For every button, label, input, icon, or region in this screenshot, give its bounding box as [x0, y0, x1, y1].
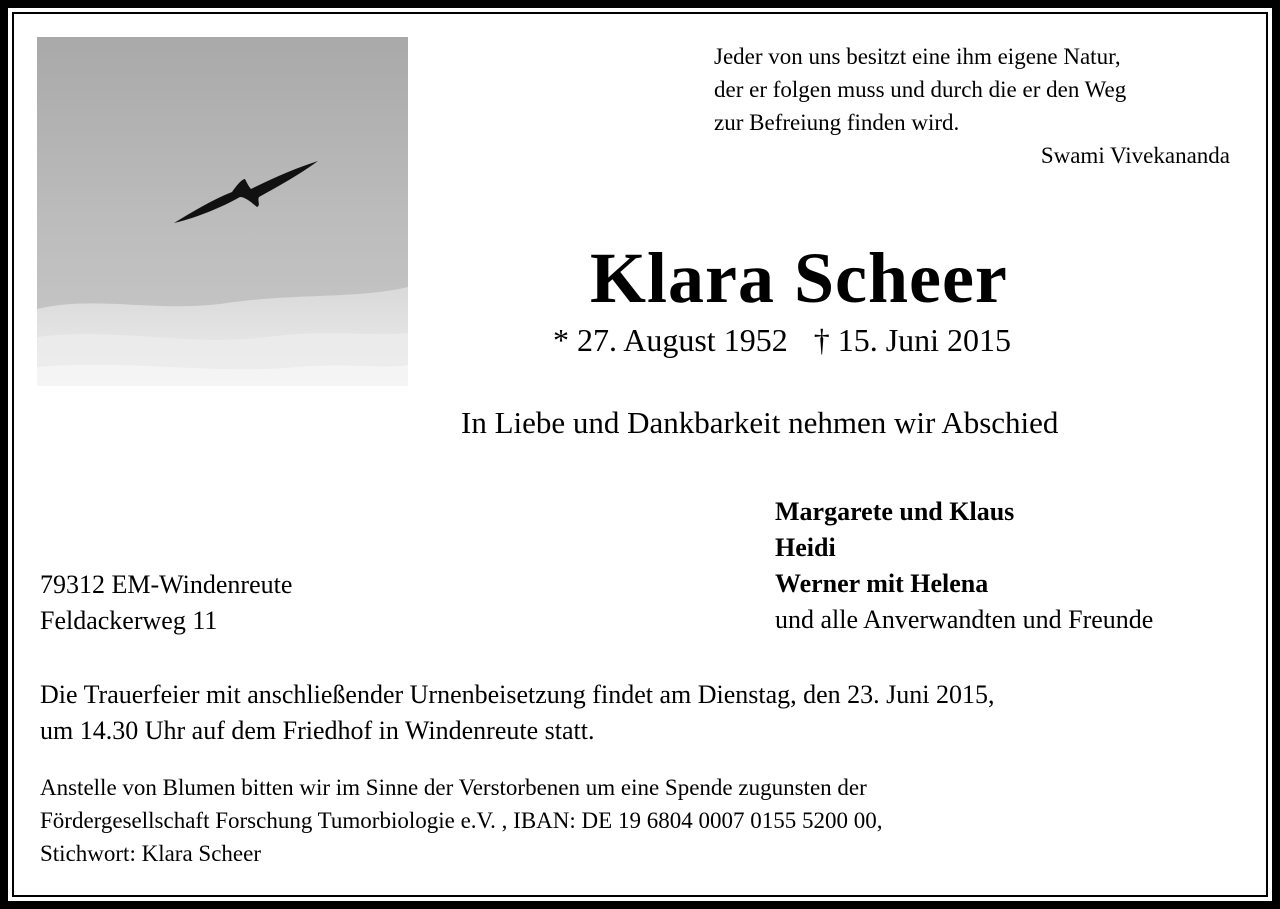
donation-line: Stichwort: Klara Scheer: [40, 841, 261, 866]
quote: [714, 40, 1234, 139]
farewell-text: In Liebe und Dankbarkeit nehmen wir Abschied: [461, 405, 1059, 440]
mourner-name: Margarete und Klaus: [775, 497, 1015, 526]
death-date: † 15. Juni 2015: [813, 322, 1012, 358]
life-dates: [553, 320, 1011, 360]
mourners-list: [775, 494, 1153, 638]
quote-line: Jeder von uns besitzt eine ihm eigene Natur,: [714, 44, 1121, 69]
address-city: 79312 EM-Windenreute: [40, 570, 293, 599]
mourners-others: und alle Anverwandten und Freunde: [775, 605, 1154, 634]
birth-date: * 27. August 1952: [553, 322, 788, 358]
donation-line: Fördergesellschaft Forschung Tumorbiologie e.V. , IBAN: DE 19 6804 0007 0155 5200 00,: [40, 808, 883, 833]
sky-bird-photo: [37, 37, 408, 386]
quote-author: Swami Vivekananda: [1040, 143, 1230, 168]
mourner-name: Werner mit Helena: [775, 569, 989, 598]
quote-line: der er folgen muss und durch die er den Weg: [714, 77, 1127, 102]
quote-line: zur Befreiung finden wird.: [714, 110, 960, 135]
service-line: um 14.30 Uhr auf dem Friedhof in Windenreute statt.: [40, 716, 595, 745]
funeral-service-notice: [40, 677, 995, 749]
address: [40, 567, 292, 639]
address-street: Feldackerweg 11: [40, 606, 218, 635]
donation-notice: [40, 771, 882, 870]
deceased-name: Klara Scheer: [590, 238, 1008, 318]
service-line: Die Trauerfeier mit anschließender Urnenbeisetzung findet am Dienstag, den 23. Juni 2015,: [40, 680, 995, 709]
donation-line: Anstelle von Blumen bitten wir im Sinne der Verstorbenen um eine Spende zugunsten der: [40, 775, 867, 800]
mourner-name: Heidi: [775, 533, 836, 562]
